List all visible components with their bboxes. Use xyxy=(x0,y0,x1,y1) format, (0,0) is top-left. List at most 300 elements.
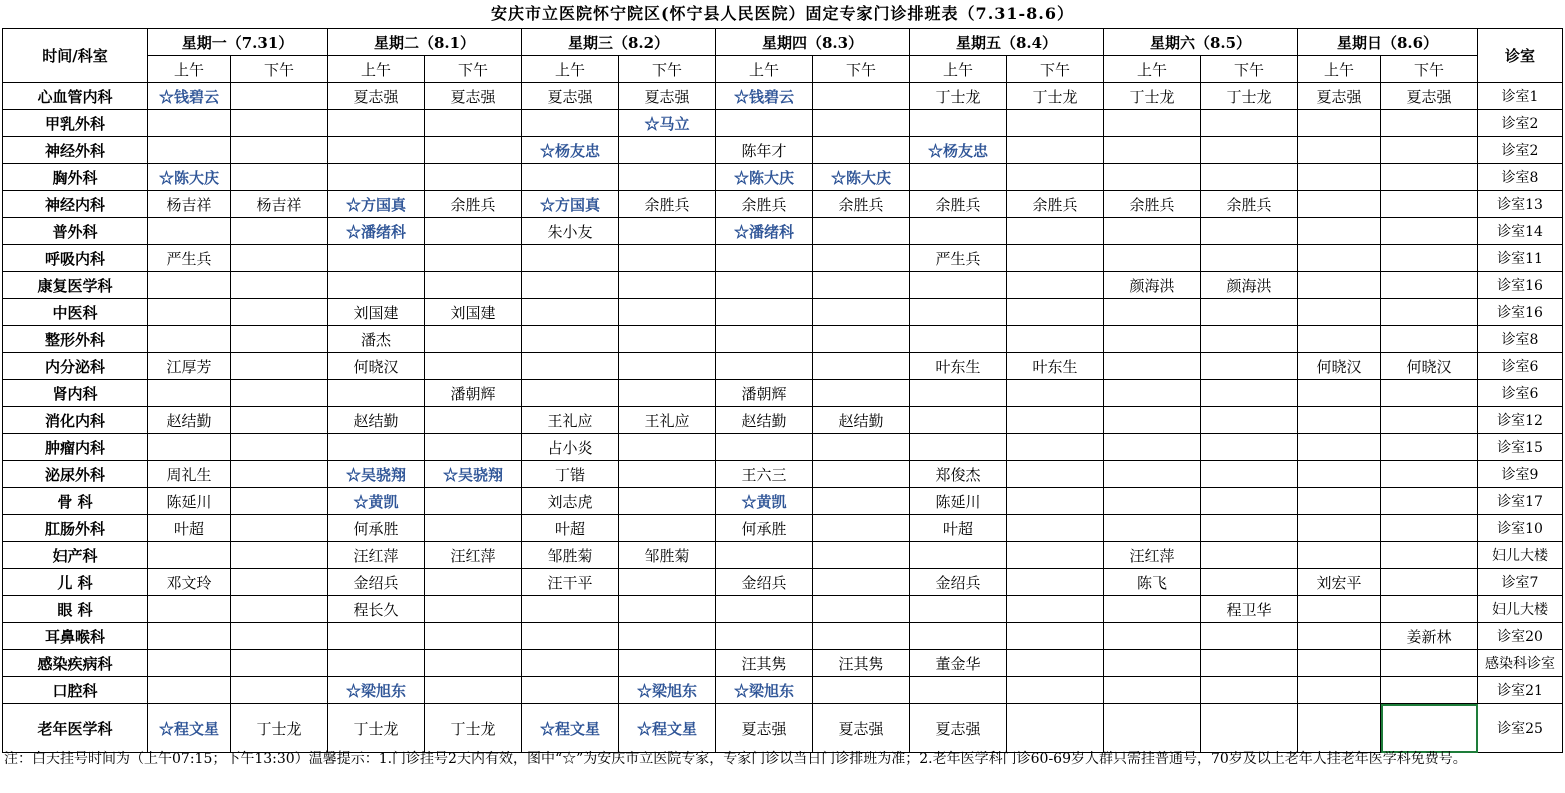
schedule-cell[interactable]: 潘杰 xyxy=(328,326,425,353)
schedule-cell[interactable]: 陈延川 xyxy=(148,488,231,515)
schedule-cell[interactable]: 杨吉祥 xyxy=(148,191,231,218)
schedule-cell[interactable]: 汪红萍 xyxy=(328,542,425,569)
schedule-cell[interactable] xyxy=(1201,164,1298,191)
department-cell[interactable]: 骨 科 xyxy=(3,488,148,515)
schedule-cell[interactable]: ☆钱碧云 xyxy=(716,83,813,110)
schedule-cell[interactable] xyxy=(522,164,619,191)
schedule-cell[interactable] xyxy=(231,353,328,380)
schedule-cell[interactable] xyxy=(231,596,328,623)
schedule-cell[interactable] xyxy=(813,515,910,542)
schedule-cell[interactable]: 颜海洪 xyxy=(1104,272,1201,299)
schedule-cell[interactable] xyxy=(1298,218,1381,245)
schedule-cell[interactable] xyxy=(148,299,231,326)
schedule-cell[interactable] xyxy=(910,434,1007,461)
schedule-cell[interactable] xyxy=(1298,299,1381,326)
schedule-cell[interactable]: ☆方国真 xyxy=(522,191,619,218)
schedule-cell[interactable] xyxy=(1298,434,1381,461)
schedule-cell[interactable]: 潘朝辉 xyxy=(425,380,522,407)
schedule-cell[interactable]: 刘国建 xyxy=(425,299,522,326)
department-cell[interactable]: 肛肠外科 xyxy=(3,515,148,542)
schedule-cell[interactable]: ☆吴骁翔 xyxy=(328,461,425,488)
schedule-cell[interactable]: 余胜兵 xyxy=(425,191,522,218)
department-cell[interactable]: 甲乳外科 xyxy=(3,110,148,137)
schedule-cell[interactable] xyxy=(910,326,1007,353)
department-cell[interactable]: 眼 科 xyxy=(3,596,148,623)
department-cell[interactable]: 整形外科 xyxy=(3,326,148,353)
schedule-cell[interactable] xyxy=(1381,191,1478,218)
day-header-fri[interactable]: 星期五（8.4） xyxy=(910,29,1104,56)
schedule-cell[interactable] xyxy=(619,299,716,326)
schedule-cell[interactable]: 邹胜菊 xyxy=(619,542,716,569)
schedule-cell[interactable] xyxy=(231,623,328,650)
schedule-cell[interactable] xyxy=(522,596,619,623)
schedule-cell[interactable] xyxy=(619,434,716,461)
schedule-cell[interactable] xyxy=(716,596,813,623)
schedule-cell[interactable] xyxy=(231,461,328,488)
schedule-cell[interactable] xyxy=(1104,326,1201,353)
day-header-sat[interactable]: 星期六（8.5） xyxy=(1104,29,1298,56)
schedule-cell[interactable]: 刘国建 xyxy=(328,299,425,326)
schedule-cell[interactable]: 夏志强 xyxy=(716,704,813,753)
schedule-cell[interactable] xyxy=(1104,623,1201,650)
session-header-pm[interactable]: 下午 xyxy=(425,56,522,83)
schedule-cell[interactable] xyxy=(1298,191,1381,218)
schedule-cell[interactable] xyxy=(1298,596,1381,623)
schedule-cell[interactable] xyxy=(425,218,522,245)
department-cell[interactable]: 口腔科 xyxy=(3,677,148,704)
schedule-cell[interactable] xyxy=(1201,299,1298,326)
schedule-cell[interactable] xyxy=(716,623,813,650)
schedule-cell[interactable] xyxy=(1201,515,1298,542)
department-cell[interactable]: 胸外科 xyxy=(3,164,148,191)
schedule-cell[interactable]: 赵结勤 xyxy=(716,407,813,434)
schedule-cell[interactable] xyxy=(1104,353,1201,380)
schedule-cell[interactable] xyxy=(425,515,522,542)
schedule-cell[interactable] xyxy=(231,83,328,110)
room-cell[interactable]: 诊室6 xyxy=(1478,353,1563,380)
schedule-cell[interactable]: 余胜兵 xyxy=(619,191,716,218)
schedule-cell[interactable] xyxy=(813,488,910,515)
department-cell[interactable]: 呼吸内科 xyxy=(3,245,148,272)
schedule-cell[interactable] xyxy=(910,407,1007,434)
schedule-cell[interactable] xyxy=(522,110,619,137)
schedule-cell[interactable] xyxy=(619,623,716,650)
room-header[interactable]: 诊室 xyxy=(1478,29,1563,83)
schedule-cell[interactable] xyxy=(1201,623,1298,650)
schedule-cell[interactable] xyxy=(1298,110,1381,137)
schedule-cell[interactable] xyxy=(1007,407,1104,434)
schedule-cell[interactable] xyxy=(813,677,910,704)
schedule-cell[interactable] xyxy=(231,569,328,596)
department-cell[interactable]: 神经内科 xyxy=(3,191,148,218)
room-cell[interactable]: 诊室16 xyxy=(1478,299,1563,326)
schedule-cell[interactable] xyxy=(1298,380,1381,407)
schedule-cell[interactable] xyxy=(148,434,231,461)
schedule-cell[interactable] xyxy=(1201,434,1298,461)
schedule-cell[interactable] xyxy=(1104,515,1201,542)
schedule-cell[interactable] xyxy=(148,218,231,245)
schedule-cell[interactable] xyxy=(522,299,619,326)
schedule-cell[interactable]: 叶东生 xyxy=(910,353,1007,380)
department-cell[interactable]: 中医科 xyxy=(3,299,148,326)
schedule-cell[interactable]: ☆黄凯 xyxy=(716,488,813,515)
schedule-cell[interactable] xyxy=(148,542,231,569)
schedule-cell[interactable]: 何晓汉 xyxy=(1298,353,1381,380)
schedule-cell[interactable] xyxy=(1381,488,1478,515)
schedule-cell[interactable]: 严生兵 xyxy=(910,245,1007,272)
schedule-cell[interactable] xyxy=(619,245,716,272)
schedule-cell[interactable] xyxy=(813,326,910,353)
schedule-cell[interactable]: 丁士龙 xyxy=(328,704,425,753)
schedule-cell[interactable] xyxy=(522,353,619,380)
schedule-cell[interactable]: 夏志强 xyxy=(910,704,1007,753)
schedule-cell[interactable] xyxy=(1381,110,1478,137)
schedule-cell[interactable]: 金绍兵 xyxy=(716,569,813,596)
department-cell[interactable]: 儿 科 xyxy=(3,569,148,596)
schedule-cell[interactable] xyxy=(1201,407,1298,434)
schedule-cell[interactable] xyxy=(1007,623,1104,650)
schedule-cell[interactable]: 余胜兵 xyxy=(910,191,1007,218)
schedule-cell[interactable] xyxy=(425,434,522,461)
schedule-cell[interactable] xyxy=(1104,596,1201,623)
schedule-cell[interactable]: 夏志强 xyxy=(522,83,619,110)
schedule-cell[interactable] xyxy=(1381,569,1478,596)
schedule-cell[interactable] xyxy=(813,353,910,380)
schedule-cell[interactable] xyxy=(1007,542,1104,569)
schedule-cell[interactable]: 周礼生 xyxy=(148,461,231,488)
schedule-cell[interactable] xyxy=(1007,488,1104,515)
schedule-cell[interactable] xyxy=(1381,380,1478,407)
schedule-cell[interactable] xyxy=(1298,245,1381,272)
schedule-cell[interactable]: 丁锴 xyxy=(522,461,619,488)
schedule-cell[interactable]: ☆方国真 xyxy=(328,191,425,218)
department-cell[interactable]: 普外科 xyxy=(3,218,148,245)
schedule-cell[interactable] xyxy=(813,461,910,488)
schedule-cell[interactable] xyxy=(231,407,328,434)
schedule-cell[interactable] xyxy=(148,272,231,299)
schedule-cell[interactable] xyxy=(231,137,328,164)
schedule-cell[interactable] xyxy=(1201,326,1298,353)
schedule-cell[interactable] xyxy=(619,650,716,677)
schedule-cell[interactable] xyxy=(1381,137,1478,164)
schedule-cell[interactable] xyxy=(813,245,910,272)
schedule-cell[interactable] xyxy=(716,299,813,326)
schedule-cell[interactable] xyxy=(1201,380,1298,407)
schedule-cell[interactable]: 董金华 xyxy=(910,650,1007,677)
schedule-cell[interactable] xyxy=(1298,272,1381,299)
schedule-cell[interactable]: ☆钱碧云 xyxy=(148,83,231,110)
schedule-cell[interactable] xyxy=(1007,218,1104,245)
schedule-cell[interactable] xyxy=(1104,461,1201,488)
schedule-cell[interactable]: ☆陈大庆 xyxy=(148,164,231,191)
schedule-cell[interactable] xyxy=(1381,650,1478,677)
schedule-cell[interactable] xyxy=(231,488,328,515)
department-cell[interactable]: 消化内科 xyxy=(3,407,148,434)
schedule-cell[interactable] xyxy=(716,272,813,299)
schedule-cell[interactable] xyxy=(328,110,425,137)
room-cell[interactable]: 诊室17 xyxy=(1478,488,1563,515)
schedule-cell[interactable] xyxy=(148,380,231,407)
schedule-cell[interactable] xyxy=(1201,650,1298,677)
schedule-cell[interactable] xyxy=(231,380,328,407)
schedule-cell[interactable] xyxy=(910,272,1007,299)
schedule-cell[interactable] xyxy=(522,650,619,677)
footer-note[interactable]: 注：白天挂号时间为（上午07:15；下午13:30）温馨提示：1.门诊挂号2天内有效，图中“☆”为安庆市立医院专家，专家门诊以当日门诊排班为准；2.老年医学科门诊60-69岁人群只需挂普通号，70岁及以上老年人挂老年医学科免费号。 xyxy=(4,751,1467,767)
schedule-cell[interactable] xyxy=(813,110,910,137)
session-header-am[interactable]: 上午 xyxy=(910,56,1007,83)
session-header-am[interactable]: 上午 xyxy=(716,56,813,83)
session-header-pm[interactable]: 下午 xyxy=(231,56,328,83)
schedule-cell[interactable] xyxy=(1104,137,1201,164)
session-header-am[interactable]: 上午 xyxy=(328,56,425,83)
schedule-cell[interactable] xyxy=(1381,407,1478,434)
schedule-cell[interactable]: ☆程文星 xyxy=(619,704,716,753)
schedule-cell[interactable]: ☆程文星 xyxy=(522,704,619,753)
day-header-sun[interactable]: 星期日（8.6） xyxy=(1298,29,1478,56)
schedule-cell[interactable]: 刘宏平 xyxy=(1298,569,1381,596)
schedule-cell[interactable] xyxy=(1201,461,1298,488)
room-cell[interactable]: 感染科诊室 xyxy=(1478,650,1563,677)
schedule-cell[interactable]: 夏志强 xyxy=(813,704,910,753)
schedule-cell[interactable] xyxy=(1381,164,1478,191)
schedule-cell[interactable]: 夏志强 xyxy=(1381,83,1478,110)
schedule-cell[interactable]: ☆马立 xyxy=(619,110,716,137)
schedule-cell[interactable] xyxy=(328,245,425,272)
schedule-cell[interactable] xyxy=(1007,380,1104,407)
schedule-cell[interactable] xyxy=(1007,515,1104,542)
schedule-cell[interactable] xyxy=(813,83,910,110)
room-cell[interactable]: 诊室16 xyxy=(1478,272,1563,299)
schedule-cell[interactable] xyxy=(231,434,328,461)
schedule-cell[interactable]: 赵结勤 xyxy=(148,407,231,434)
schedule-cell[interactable] xyxy=(1381,272,1478,299)
schedule-cell[interactable] xyxy=(1298,164,1381,191)
schedule-cell[interactable] xyxy=(1298,137,1381,164)
schedule-cell[interactable] xyxy=(1007,569,1104,596)
schedule-cell[interactable] xyxy=(619,596,716,623)
schedule-cell[interactable] xyxy=(910,164,1007,191)
room-cell[interactable]: 诊室20 xyxy=(1478,623,1563,650)
schedule-cell[interactable]: 邹胜菊 xyxy=(522,542,619,569)
corner-header[interactable]: 时间/科室 xyxy=(3,29,148,83)
schedule-cell[interactable] xyxy=(813,218,910,245)
schedule-cell[interactable]: 何承胜 xyxy=(716,515,813,542)
schedule-cell[interactable] xyxy=(231,272,328,299)
schedule-cell[interactable]: 汪其隽 xyxy=(813,650,910,677)
schedule-cell[interactable] xyxy=(328,137,425,164)
schedule-cell[interactable]: ☆陈大庆 xyxy=(813,164,910,191)
schedule-cell[interactable] xyxy=(231,542,328,569)
schedule-cell[interactable]: ☆梁旭东 xyxy=(619,677,716,704)
room-cell[interactable]: 诊室13 xyxy=(1478,191,1563,218)
room-cell[interactable]: 诊室8 xyxy=(1478,164,1563,191)
schedule-cell[interactable]: 汪红萍 xyxy=(425,542,522,569)
schedule-cell[interactable] xyxy=(1201,542,1298,569)
session-header-pm[interactable]: 下午 xyxy=(813,56,910,83)
schedule-cell[interactable] xyxy=(231,110,328,137)
room-cell[interactable]: 诊室9 xyxy=(1478,461,1563,488)
schedule-cell[interactable] xyxy=(910,110,1007,137)
schedule-cell[interactable] xyxy=(522,326,619,353)
schedule-cell[interactable] xyxy=(425,677,522,704)
schedule-cell[interactable]: 陈年才 xyxy=(716,137,813,164)
department-cell[interactable]: 肿瘤内科 xyxy=(3,434,148,461)
schedule-cell[interactable] xyxy=(1104,299,1201,326)
schedule-cell[interactable] xyxy=(1007,461,1104,488)
room-cell[interactable]: 诊室2 xyxy=(1478,110,1563,137)
department-cell[interactable]: 神经外科 xyxy=(3,137,148,164)
department-cell[interactable]: 康复医学科 xyxy=(3,272,148,299)
schedule-cell[interactable]: 姜新林 xyxy=(1381,623,1478,650)
session-header-pm[interactable]: 下午 xyxy=(1007,56,1104,83)
schedule-cell[interactable]: 丁士龙 xyxy=(910,83,1007,110)
schedule-cell[interactable] xyxy=(425,488,522,515)
schedule-cell[interactable] xyxy=(619,380,716,407)
schedule-cell[interactable] xyxy=(148,326,231,353)
schedule-cell[interactable] xyxy=(1381,704,1478,753)
schedule-cell[interactable] xyxy=(522,623,619,650)
schedule-cell[interactable] xyxy=(1007,110,1104,137)
schedule-cell[interactable] xyxy=(813,380,910,407)
schedule-cell[interactable]: 叶超 xyxy=(148,515,231,542)
schedule-cell[interactable] xyxy=(231,299,328,326)
schedule-cell[interactable]: 叶超 xyxy=(910,515,1007,542)
schedule-cell[interactable] xyxy=(328,164,425,191)
department-cell[interactable]: 肾内科 xyxy=(3,380,148,407)
schedule-cell[interactable] xyxy=(716,110,813,137)
room-cell[interactable]: 诊室11 xyxy=(1478,245,1563,272)
schedule-cell[interactable] xyxy=(1201,353,1298,380)
session-header-pm[interactable]: 下午 xyxy=(619,56,716,83)
schedule-cell[interactable] xyxy=(910,596,1007,623)
schedule-cell[interactable] xyxy=(425,326,522,353)
schedule-cell[interactable] xyxy=(1298,461,1381,488)
schedule-cell[interactable]: 郑俊杰 xyxy=(910,461,1007,488)
schedule-cell[interactable] xyxy=(1298,623,1381,650)
schedule-cell[interactable]: ☆潘绪科 xyxy=(716,218,813,245)
department-cell[interactable]: 耳鼻喉科 xyxy=(3,623,148,650)
schedule-cell[interactable]: ☆陈大庆 xyxy=(716,164,813,191)
schedule-cell[interactable]: 严生兵 xyxy=(148,245,231,272)
day-header-thu[interactable]: 星期四（8.3） xyxy=(716,29,910,56)
schedule-cell[interactable]: 余胜兵 xyxy=(716,191,813,218)
schedule-cell[interactable] xyxy=(813,542,910,569)
room-cell[interactable]: 妇儿大楼 xyxy=(1478,542,1563,569)
schedule-cell[interactable] xyxy=(619,137,716,164)
schedule-cell[interactable] xyxy=(1201,569,1298,596)
schedule-cell[interactable] xyxy=(619,569,716,596)
schedule-cell[interactable] xyxy=(1201,677,1298,704)
schedule-cell[interactable] xyxy=(231,245,328,272)
schedule-cell[interactable] xyxy=(813,596,910,623)
schedule-cell[interactable] xyxy=(328,434,425,461)
schedule-cell[interactable] xyxy=(425,137,522,164)
schedule-cell[interactable] xyxy=(148,110,231,137)
schedule-cell[interactable]: 夏志强 xyxy=(425,83,522,110)
schedule-cell[interactable] xyxy=(1007,299,1104,326)
schedule-cell[interactable] xyxy=(716,245,813,272)
schedule-cell[interactable]: 江厚芳 xyxy=(148,353,231,380)
schedule-cell[interactable] xyxy=(231,326,328,353)
schedule-cell[interactable] xyxy=(619,515,716,542)
schedule-cell[interactable] xyxy=(619,164,716,191)
schedule-cell[interactable]: 赵结勤 xyxy=(328,407,425,434)
room-cell[interactable]: 诊室1 xyxy=(1478,83,1563,110)
day-header-tue[interactable]: 星期二（8.1） xyxy=(328,29,522,56)
schedule-cell[interactable]: 颜海洪 xyxy=(1201,272,1298,299)
schedule-cell[interactable] xyxy=(619,272,716,299)
room-cell[interactable]: 诊室15 xyxy=(1478,434,1563,461)
schedule-cell[interactable] xyxy=(1104,164,1201,191)
schedule-cell[interactable] xyxy=(1104,488,1201,515)
schedule-cell[interactable]: 余胜兵 xyxy=(1104,191,1201,218)
schedule-cell[interactable]: ☆程文星 xyxy=(148,704,231,753)
schedule-cell[interactable] xyxy=(910,380,1007,407)
schedule-cell[interactable]: ☆杨友忠 xyxy=(910,137,1007,164)
schedule-cell[interactable] xyxy=(716,326,813,353)
schedule-cell[interactable]: ☆梁旭东 xyxy=(328,677,425,704)
schedule-cell[interactable]: 潘朝辉 xyxy=(716,380,813,407)
room-cell[interactable]: 诊室14 xyxy=(1478,218,1563,245)
schedule-cell[interactable] xyxy=(1381,542,1478,569)
schedule-cell[interactable] xyxy=(1104,245,1201,272)
schedule-cell[interactable]: 汪红萍 xyxy=(1104,542,1201,569)
schedule-cell[interactable]: 何承胜 xyxy=(328,515,425,542)
schedule-cell[interactable] xyxy=(1298,704,1381,753)
schedule-cell[interactable] xyxy=(231,164,328,191)
schedule-cell[interactable]: 丁士龙 xyxy=(425,704,522,753)
schedule-cell[interactable]: ☆梁旭东 xyxy=(716,677,813,704)
schedule-cell[interactable] xyxy=(1007,596,1104,623)
schedule-cell[interactable] xyxy=(328,650,425,677)
schedule-cell[interactable] xyxy=(1104,218,1201,245)
schedule-cell[interactable] xyxy=(1007,434,1104,461)
schedule-cell[interactable] xyxy=(425,272,522,299)
schedule-cell[interactable] xyxy=(231,650,328,677)
schedule-cell[interactable] xyxy=(425,164,522,191)
schedule-cell[interactable]: 何晓汉 xyxy=(1381,353,1478,380)
schedule-cell[interactable]: ☆杨友忠 xyxy=(522,137,619,164)
schedule-cell[interactable] xyxy=(716,542,813,569)
schedule-cell[interactable]: 程卫华 xyxy=(1201,596,1298,623)
schedule-cell[interactable] xyxy=(1007,650,1104,677)
schedule-cell[interactable] xyxy=(1007,704,1104,753)
schedule-cell[interactable] xyxy=(425,596,522,623)
schedule-cell[interactable] xyxy=(619,353,716,380)
schedule-cell[interactable]: 叶东生 xyxy=(1007,353,1104,380)
schedule-cell[interactable] xyxy=(1201,245,1298,272)
schedule-cell[interactable] xyxy=(813,569,910,596)
schedule-cell[interactable]: 汪其隽 xyxy=(716,650,813,677)
schedule-cell[interactable]: 丁士龙 xyxy=(1104,83,1201,110)
schedule-cell[interactable]: 夏志强 xyxy=(619,83,716,110)
schedule-cell[interactable]: 杨吉祥 xyxy=(231,191,328,218)
schedule-cell[interactable]: ☆吴骁翔 xyxy=(425,461,522,488)
schedule-cell[interactable]: 叶超 xyxy=(522,515,619,542)
day-header-mon[interactable]: 星期一（7.31） xyxy=(148,29,328,56)
schedule-cell[interactable]: ☆潘绪科 xyxy=(328,218,425,245)
schedule-cell[interactable] xyxy=(425,353,522,380)
schedule-cell[interactable] xyxy=(1007,245,1104,272)
schedule-cell[interactable] xyxy=(910,218,1007,245)
session-header-am[interactable]: 上午 xyxy=(522,56,619,83)
schedule-cell[interactable] xyxy=(1381,461,1478,488)
schedule-cell[interactable] xyxy=(619,326,716,353)
schedule-cell[interactable]: ☆黄凯 xyxy=(328,488,425,515)
department-cell[interactable]: 感染疾病科 xyxy=(3,650,148,677)
schedule-cell[interactable] xyxy=(813,137,910,164)
session-header-am[interactable]: 上午 xyxy=(1104,56,1201,83)
